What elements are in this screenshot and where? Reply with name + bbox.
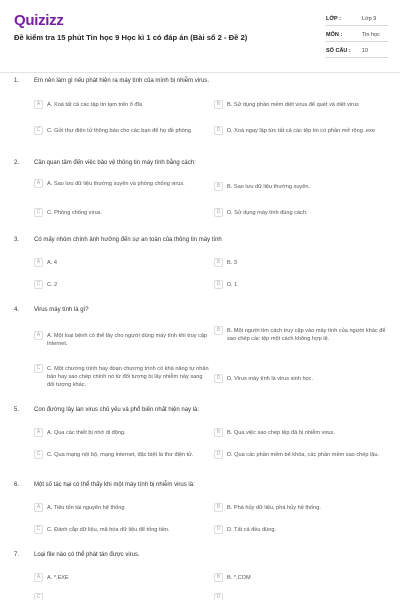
option-text: C. Một chương trình hay đoạn chương trình có khả năng tự nhân bản hay sao chép chính nó từ đối tượng bị lây nhiễm này sang đối tượng khác. xyxy=(47,366,209,388)
option-letter: A xyxy=(34,331,43,340)
option-letter: A xyxy=(34,428,43,437)
option-text xyxy=(227,593,386,594)
option-letter: D xyxy=(214,126,223,135)
question-text: Có mấy nhóm chính ảnh hưởng đến sự an toàn của thông tin máy tính xyxy=(34,237,222,243)
meta-value: 10 xyxy=(362,47,369,54)
option-text: C. 2 xyxy=(47,282,58,288)
quizizz-logo: Quizizz xyxy=(14,12,64,29)
option-a[interactable] xyxy=(34,503,210,512)
option-letter: B xyxy=(214,258,223,267)
option-c[interactable] xyxy=(34,280,210,289)
meta-row-subject xyxy=(326,28,388,42)
option-letter: D xyxy=(214,593,223,600)
question-number: 3. xyxy=(14,237,20,243)
option-text: B. Sao lưu dữ liệu thường xuyên. xyxy=(227,184,311,190)
option-b[interactable] xyxy=(214,100,386,109)
question-text: Một số tác hại có thể thấy khi một máy tính bị nhiễm virus là: xyxy=(34,482,195,488)
option-letter: D xyxy=(214,280,223,289)
option-text: D. Virus máy tính là virus sinh học. xyxy=(227,376,314,382)
option-b[interactable] xyxy=(214,258,386,267)
option-c[interactable] xyxy=(34,126,210,135)
meta-label: LỚP : xyxy=(326,15,341,22)
option-d[interactable] xyxy=(214,593,386,600)
option-b[interactable] xyxy=(214,573,386,582)
option-b[interactable] xyxy=(214,326,386,343)
option-letter: C xyxy=(34,450,43,459)
question-text: Loại file nào có thể phát tán được virus. xyxy=(34,552,140,558)
option-letter: C xyxy=(34,593,43,600)
question-text: Em nên làm gì nếu phát hiện ra máy tính của mình bị nhiễm virus. xyxy=(34,78,210,84)
option-letter: C xyxy=(34,280,43,289)
option-text: B. Một người tìm cách truy cập vào máy tính của người khác để sao chép các tệp một cách không hợp lệ. xyxy=(227,328,386,342)
option-letter: D xyxy=(214,525,223,534)
option-d[interactable] xyxy=(214,208,386,217)
option-letter: C xyxy=(34,126,43,135)
option-letter: A xyxy=(34,258,43,267)
option-d[interactable] xyxy=(214,126,386,135)
option-b[interactable] xyxy=(214,182,386,191)
option-letter: A xyxy=(34,573,43,582)
option-a[interactable] xyxy=(34,258,210,267)
question-number: 6. xyxy=(14,482,20,488)
option-a[interactable] xyxy=(34,100,194,109)
option-text: A. Xoá tất cả các tập tin tạm trên ổ đĩa xyxy=(47,102,143,108)
option-text: B. *.COM xyxy=(227,575,251,581)
option-c[interactable] xyxy=(34,593,210,600)
option-text: B. Sử dụng phần mềm diệt virus để quét và diệt virus xyxy=(227,102,359,108)
option-letter: A xyxy=(34,179,43,188)
option-letter: C xyxy=(34,208,43,217)
option-text: A. 4 xyxy=(47,260,57,266)
meta-row-grade xyxy=(326,12,388,26)
question-number: 2. xyxy=(14,160,20,166)
option-letter: D xyxy=(214,208,223,217)
option-text: C. Đánh cắp dữ liệu, mã hóa dữ liệu để tống tiền. xyxy=(47,527,170,533)
option-c[interactable] xyxy=(34,450,210,459)
option-letter: B xyxy=(214,428,223,437)
option-letter: A xyxy=(34,100,43,109)
option-text: B. 3 xyxy=(227,260,237,266)
option-c[interactable] xyxy=(34,525,210,534)
option-b[interactable] xyxy=(214,428,386,437)
meta-row-question-count xyxy=(326,44,388,58)
meta-value: Tin học xyxy=(362,31,380,38)
option-letter: C xyxy=(34,525,43,534)
option-letter: C xyxy=(34,364,43,373)
option-text xyxy=(47,593,210,594)
option-text: D. Xoá ngay lập tức tất cả các tệp tin có phần mở rộng .exe xyxy=(227,128,375,134)
option-text: A. Qua các thiết bị nhớ di động. xyxy=(47,430,126,436)
option-letter: B xyxy=(214,182,223,191)
option-a[interactable] xyxy=(34,573,210,582)
option-letter: A xyxy=(34,503,43,512)
option-d[interactable] xyxy=(214,280,386,289)
question-text: Con đường lây lan virus chủ yếu và phổ biến nhất hiện nay là: xyxy=(34,407,200,413)
header-divider xyxy=(0,72,400,73)
option-letter: B xyxy=(214,100,223,109)
option-d[interactable] xyxy=(214,450,386,459)
question-number: 1. xyxy=(14,78,20,84)
option-letter: B xyxy=(214,573,223,582)
question-number: 5. xyxy=(14,407,20,413)
question-number: 7. xyxy=(14,552,20,558)
option-text: C. Gửi thư điện tử thông báo cho các bạn để họ đề phòng xyxy=(47,128,192,134)
option-text: A. Tiêu tốn tài nguyên hệ thống xyxy=(47,505,125,511)
option-a[interactable] xyxy=(34,331,210,348)
option-text: C. Phòng chống virus. xyxy=(47,210,103,216)
meta-label: SỐ CÂU : xyxy=(326,47,351,54)
meta-label: MÔN : xyxy=(326,31,343,38)
option-d[interactable] xyxy=(214,374,386,383)
option-a[interactable] xyxy=(34,428,210,437)
option-text: D. Sử dụng máy tính đúng cách. xyxy=(227,210,308,216)
option-a[interactable] xyxy=(34,179,210,188)
option-text: A. Một loại bệnh có thể lây cho người dùng máy tính khi truy cập Internet. xyxy=(47,333,208,347)
option-letter: B xyxy=(214,326,223,335)
option-c[interactable] xyxy=(34,208,210,217)
option-letter: D xyxy=(214,374,223,383)
question-text: Virus máy tính là gì? xyxy=(34,307,89,313)
option-b[interactable] xyxy=(214,503,386,512)
document-title: Đề kiểm tra 15 phút Tin học 9 Học kì 1 có đáp án (Bài số 2 - Đề 2) xyxy=(14,33,248,42)
option-text: B. Qua việc sao chép tệp đã bị nhiễm virus. xyxy=(227,430,335,436)
option-text: D. 1 xyxy=(227,282,238,288)
option-text: A. Sao lưu dữ liệu thường xuyên và phòng chống virus. xyxy=(47,181,185,187)
option-text: D. Tất cả đều đúng. xyxy=(227,527,277,533)
option-letter: B xyxy=(214,503,223,512)
option-text: C. Qua mạng nội bộ, mạng internet, đặc biệt là thư điện tử. xyxy=(47,452,194,458)
document-meta xyxy=(326,12,388,60)
meta-value: Lớp 9 xyxy=(362,15,377,22)
option-d[interactable] xyxy=(214,525,386,534)
option-text: A. *.EXE xyxy=(47,575,69,581)
option-c[interactable] xyxy=(34,364,210,389)
option-text: B. Phá hủy dữ liệu, phá hủy hệ thống. xyxy=(227,505,321,511)
option-text: D. Qua các phần mềm bẻ khóa, các phần mềm sao chép lậu. xyxy=(227,452,380,458)
option-letter: D xyxy=(214,450,223,459)
question-number: 4. xyxy=(14,307,20,313)
question-text: Cần quan tâm đến việc bảo vệ thông tin máy tính bằng cách: xyxy=(34,160,196,166)
document-header xyxy=(0,0,400,70)
